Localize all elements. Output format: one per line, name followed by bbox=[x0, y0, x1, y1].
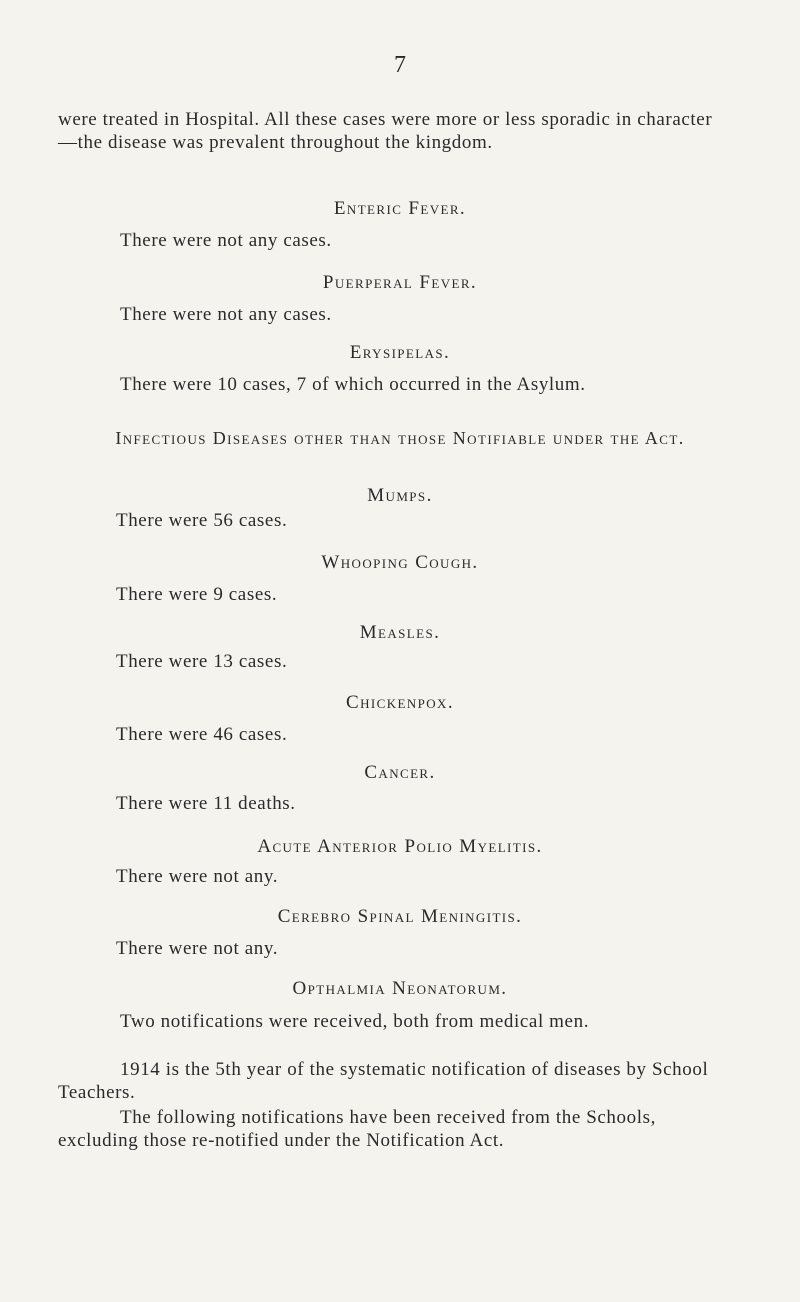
heading-opthalmia: Opthalmia Neonatorum. bbox=[292, 978, 508, 999]
text-cancer: There were 11 deaths. bbox=[116, 793, 296, 814]
heading-polio-myelitis: Acute Anterior Polio Myelitis. bbox=[257, 836, 543, 857]
heading-erysipelas: Erysipelas. bbox=[349, 342, 451, 363]
text-opthalmia: Two notifications were received, both from medical men. bbox=[120, 1011, 590, 1032]
intro-paragraph: were treated in Hospital. All these cases were more or less sporadic in character—the disease was prevalent throughout the kingdom. bbox=[58, 109, 713, 153]
text-erysipelas: There were 10 cases, 7 of which occurred in the Asylum. bbox=[120, 374, 586, 395]
text-polio-myelitis: There were not any. bbox=[116, 866, 279, 887]
text-enteric-fever: There were not any cases. bbox=[120, 230, 332, 251]
text-whooping-cough: There were 9 cases. bbox=[116, 584, 278, 605]
heading-enteric-fever: Enteric Fever. bbox=[333, 198, 467, 219]
heading-puerperal-fever: Puerperal Fever. bbox=[322, 272, 478, 293]
heading-chickenpox: Chickenpox. bbox=[346, 692, 454, 713]
text-puerperal-fever: There were not any cases. bbox=[120, 304, 332, 325]
heading-infectious-diseases: Infectious Diseases other than those Notifiable under the Act. bbox=[115, 428, 685, 448]
heading-cancer: Cancer. bbox=[364, 762, 436, 783]
text-meningitis: There were not any. bbox=[116, 938, 279, 959]
heading-measles: Measles. bbox=[359, 622, 441, 643]
heading-meningitis: Cerebro Spinal Meningitis. bbox=[277, 906, 523, 927]
text-chickenpox: There were 46 cases. bbox=[116, 724, 288, 745]
text-measles: There were 13 cases. bbox=[116, 651, 288, 672]
paragraph-school-notification: 1914 is the 5th year of the systematic notification of diseases by School Teachers. bbox=[58, 1059, 709, 1103]
heading-whooping-cough: Whooping Cough. bbox=[321, 552, 479, 573]
paragraph-following-notifications: The following notifications have been received from the Schools, excluding those re-notified under the Notification Act. bbox=[58, 1107, 656, 1151]
heading-mumps: Mumps. bbox=[367, 485, 433, 506]
page-number: 7 bbox=[394, 52, 406, 78]
text-mumps: There were 56 cases. bbox=[116, 510, 288, 531]
